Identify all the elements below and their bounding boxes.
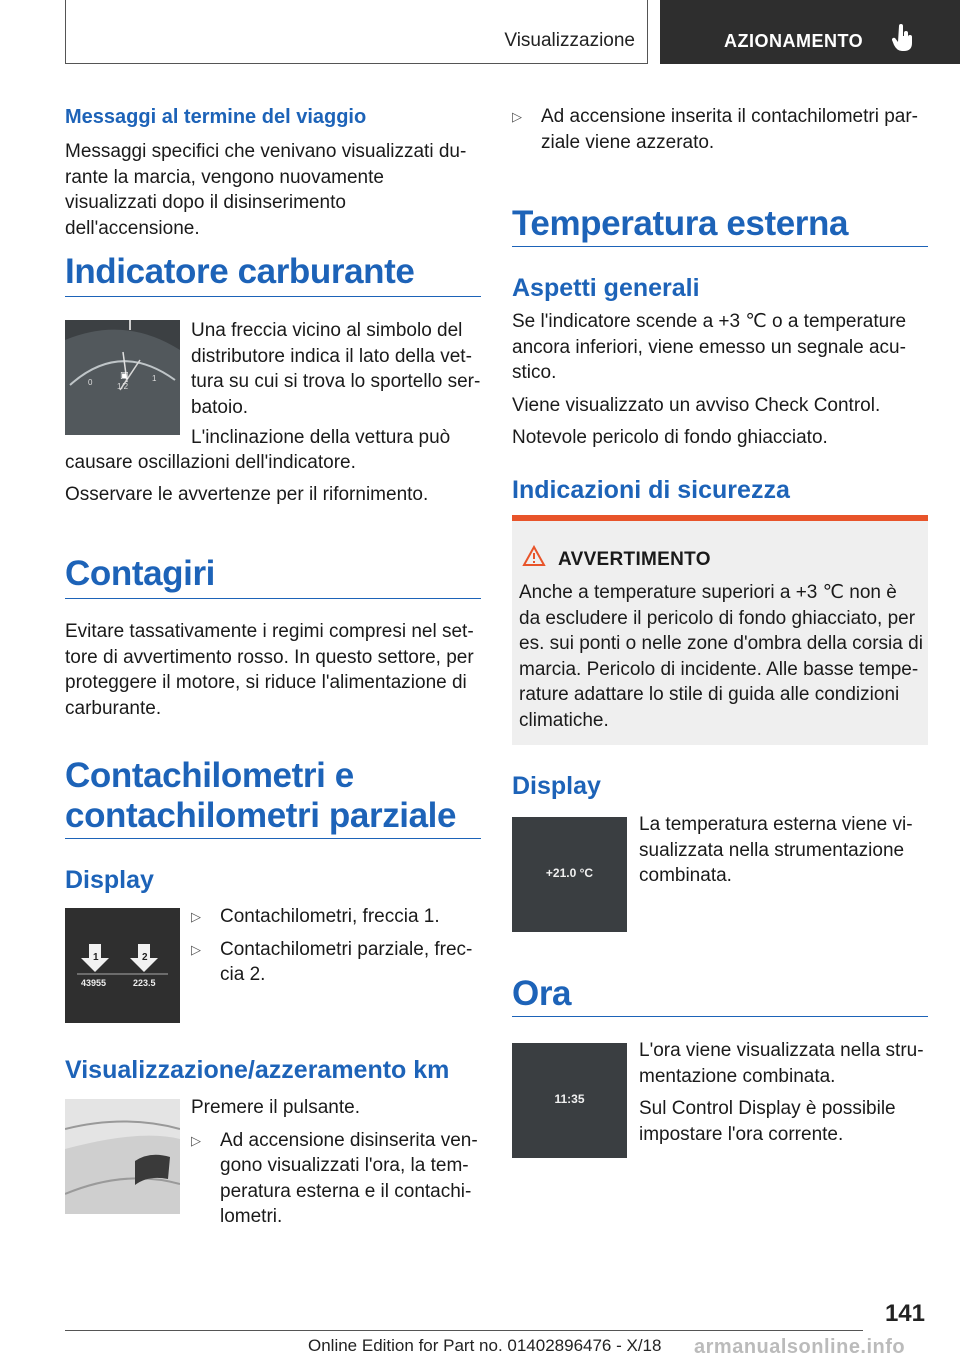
odometer-value: 43955 bbox=[81, 978, 107, 988]
temp-display-value: +21.0 °C bbox=[545, 866, 594, 880]
heading-trip-messages: Messaggi al termine del viaggio bbox=[65, 106, 367, 128]
warning-triangle-icon bbox=[522, 545, 546, 572]
text-time-1: L'ora viene visualizzata nella stru-mentazione combinata. bbox=[639, 1040, 924, 1087]
text-fuel-3: Osservare le avvertenze per il rifornimento. bbox=[65, 484, 429, 505]
heading-rule bbox=[512, 246, 928, 247]
text-general-1: Se l'indicatore scende a +3 ℃ o a temperature ancora inferiori, viene emesso un segnale acu-stico. bbox=[512, 311, 907, 383]
heading-reset: Visualizzazione/azzeramento km bbox=[65, 1056, 450, 1084]
heading-odometer-line1: Contachilometri e bbox=[65, 756, 354, 795]
page-number: 141 bbox=[884, 1300, 925, 1327]
text-fuel-2b: causare oscillazioni dell'indicatore. bbox=[65, 452, 356, 473]
section-outside-temp bbox=[512, 204, 928, 505]
heading-odometer-line2: contachilometri parziale bbox=[65, 796, 457, 835]
heading-fuel-gauge: Indicatore carburante bbox=[65, 252, 415, 291]
time-display-value: 11:35 bbox=[554, 1092, 585, 1106]
section-temp-display bbox=[512, 771, 928, 801]
section-time bbox=[512, 974, 928, 1017]
header-section-title: Visualizzazione bbox=[504, 30, 635, 51]
fuel-gauge-zero: 0 bbox=[88, 378, 93, 387]
header-chapter-box bbox=[660, 0, 960, 64]
trip-odometer-value: 223.5 bbox=[133, 978, 156, 988]
bullet-reset-off: ▷ Ad accensione disinserita ven-gono visualizzati l'ora, la tem-peratura esterna e il contachi-lometri. bbox=[191, 1128, 481, 1230]
temp-display-image bbox=[512, 817, 627, 932]
heading-rule bbox=[512, 1016, 928, 1017]
odometer-arrow-2: 2 bbox=[142, 952, 148, 963]
heading-rule bbox=[65, 598, 481, 599]
heading-tachometer: Contagiri bbox=[65, 554, 216, 593]
bullet-reset-on: ▷ Ad accensione inserita il contachilometri par-ziale viene azzerato. bbox=[512, 104, 928, 155]
heading-general: Aspetti generali bbox=[512, 274, 700, 302]
text-reset: Premere il pulsante. bbox=[191, 1097, 360, 1118]
fuel-gauge-half: 1/2 bbox=[117, 382, 129, 391]
warning-box bbox=[512, 515, 928, 745]
warning-title: AVVERTIMENTO bbox=[558, 549, 711, 570]
fuel-gauge-image bbox=[65, 320, 180, 435]
text-fuel-2a: L'inclinazione della vettura può bbox=[191, 427, 451, 448]
fuel-gauge-one: 1 bbox=[152, 374, 157, 383]
reset-content bbox=[191, 1095, 481, 1230]
fuel-pump-icon: ▣ bbox=[120, 370, 129, 380]
text-trip-messages: Messaggi specifici che venivano visualizzati du-rante la marcia, vengono nuovamente visualizzati dopo il disinserimento dell'accensione. bbox=[65, 141, 467, 239]
hand-pointer-icon bbox=[892, 24, 914, 57]
section-reset bbox=[65, 1055, 481, 1085]
section-odometer bbox=[65, 756, 481, 895]
heading-rule bbox=[65, 296, 481, 297]
text-fuel-1: Una freccia vicino al simbolo del distributore indica il lato della vet-tura su cui si trova lo sportello ser-batoio. bbox=[191, 320, 481, 418]
heading-rule bbox=[65, 838, 481, 839]
text-general-2: Viene visualizzato un avviso Check Control. bbox=[512, 394, 881, 416]
heading-outside-temp: Temperatura esterna bbox=[512, 204, 849, 243]
footer-rule bbox=[65, 1330, 863, 1331]
warning-text: Anche a temperature superiori a +3 ℃ non è da escludere il pericolo di fondo ghiacciato, per es. sui ponti o nelle zone d'ombra della corsia di marcia. Pericolo di incidente. Alle basse tempe-rature adattare lo stile di guida alle condizioni climatiche. bbox=[519, 582, 923, 731]
heading-odometer-display: Display bbox=[65, 866, 154, 894]
heading-safety: Indicazioni di sicurezza bbox=[512, 475, 790, 504]
time-content bbox=[639, 1038, 929, 1147]
odometer-arrow-1: 1 bbox=[93, 952, 99, 963]
bullet-trip-odometer: ▷ Contachilometri parziale, frec-cia 2. bbox=[191, 937, 481, 988]
reset-button-image bbox=[65, 1099, 180, 1214]
section-tachometer bbox=[65, 554, 481, 721]
section-trip-messages bbox=[65, 104, 481, 241]
footer-watermark: armanualsonline.info bbox=[694, 1336, 906, 1358]
text-time-2: Sul Control Display è possibile impostare l'ora corrente. bbox=[639, 1098, 896, 1145]
odometer-bullets bbox=[191, 904, 481, 988]
heading-temp-display: Display bbox=[512, 772, 601, 800]
text-general-3: Notevole pericolo di fondo ghiacciato. bbox=[512, 427, 828, 448]
odometer-image bbox=[65, 908, 180, 1023]
header-section-box bbox=[65, 0, 648, 64]
text-temp-display: La temperatura esterna viene vi-sualizzata nella strumentazione combinata. bbox=[639, 814, 913, 886]
time-display-image bbox=[512, 1043, 627, 1158]
section-fuel-gauge bbox=[65, 252, 481, 297]
heading-time: Ora bbox=[512, 974, 572, 1013]
header-chapter-title: AZIONAMENTO bbox=[724, 31, 864, 51]
bullet-odometer: ▷ Contachilometri, freccia 1. bbox=[191, 904, 481, 930]
footer-edition: Online Edition for Part no. 01402896476 - X/18 bbox=[308, 1336, 662, 1355]
section-reset-continued bbox=[512, 104, 928, 155]
text-tachometer: Evitare tassativamente i regimi compresi nel set-tore di avvertimento rosso. In questo settore, per proteggere il motore, si riduce l'alimentazione di carburante. bbox=[65, 621, 474, 719]
